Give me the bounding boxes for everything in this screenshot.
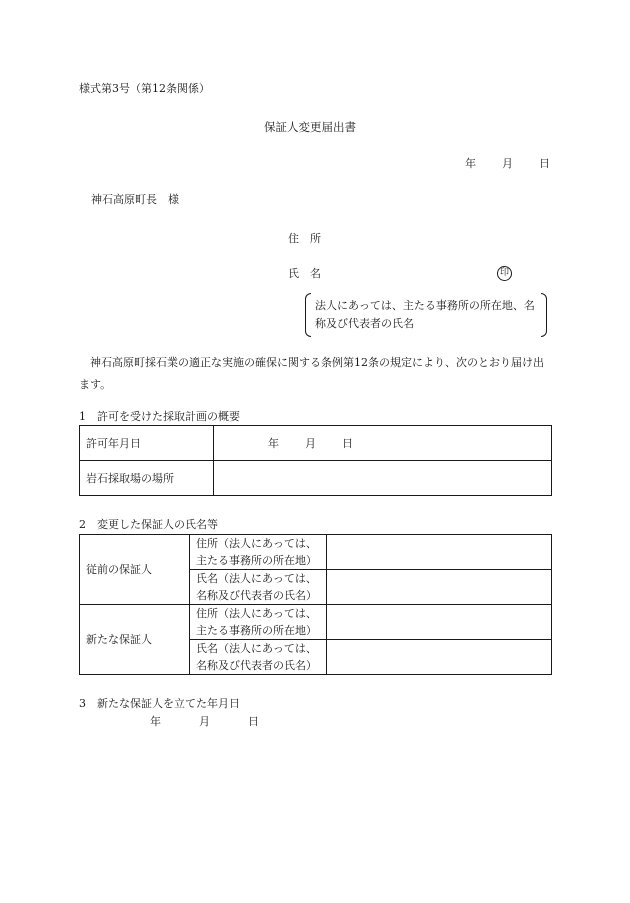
section1-heading: 1 許可を受けた採取計画の概要 [79,410,240,423]
right-bracket [541,293,547,337]
section2-heading: 2 変更した保証人の氏名等 [79,518,218,531]
corporation-note-text: 法人にあっては、主たる事務所の所在地、名称及び代表者の氏名 [315,299,535,330]
new-guarantor-date[interactable] [150,715,259,728]
table-row [80,535,552,570]
date-year: 年 [465,157,476,170]
permit-date-value[interactable] [214,426,552,461]
form-number: 様式第3号（第12条関係） [79,82,210,95]
new-date-month: 月 [199,715,210,728]
new-address-value[interactable] [327,605,552,640]
left-bracket [305,293,311,337]
permit-month: 月 [305,437,316,450]
new-address-label: 住所（法人にあっては、 主たる事務所の所在地） [190,605,327,640]
previous-name-value[interactable] [327,570,552,605]
quarry-location-value[interactable] [214,461,552,496]
previous-name-label: 氏名（法人にあっては、 名称及び代表者の氏名） [190,570,327,605]
permit-day: 日 [342,437,353,450]
table-row [80,426,552,461]
table-row [80,461,552,496]
new-date-day: 日 [248,715,259,728]
applicant-name-label: 氏 名 [288,267,321,280]
new-guarantor-label: 新たな保証人 [80,605,190,675]
applicant-address-label: 住 所 [288,232,321,245]
permit-date-label: 許可年月日 [80,426,214,461]
body-text: 神石高原町採石業の適正な実施の確保に関する条例第12条の規定により、次のとおり届け出ます。 [79,356,544,391]
permit-summary-table [79,425,552,496]
guarantor-table [79,534,552,675]
date-month: 月 [502,157,513,170]
table-row [80,605,552,640]
new-name-value[interactable] [327,640,552,675]
document-title: 保証人変更届出書 [264,120,356,134]
previous-address-label: 住所（法人にあっては、 主たる事務所の所在地） [190,535,327,570]
previous-guarantor-label: 従前の保証人 [80,535,190,605]
permit-year: 年 [268,437,279,450]
seal-icon: 印 [497,266,512,281]
new-date-year: 年 [150,715,161,728]
new-name-label: 氏名（法人にあっては、 名称及び代表者の氏名） [190,640,327,675]
section3-heading: 3 新たな保証人を立てた年月日 [79,697,240,710]
seal-mark [497,265,512,281]
submission-date [465,157,550,170]
date-day: 日 [539,157,550,170]
previous-address-value[interactable] [327,535,552,570]
addressee: 神石高原町長 様 [91,193,179,206]
quarry-location-label: 岩石採取場の場所 [80,461,214,496]
corporation-note [305,293,547,337]
